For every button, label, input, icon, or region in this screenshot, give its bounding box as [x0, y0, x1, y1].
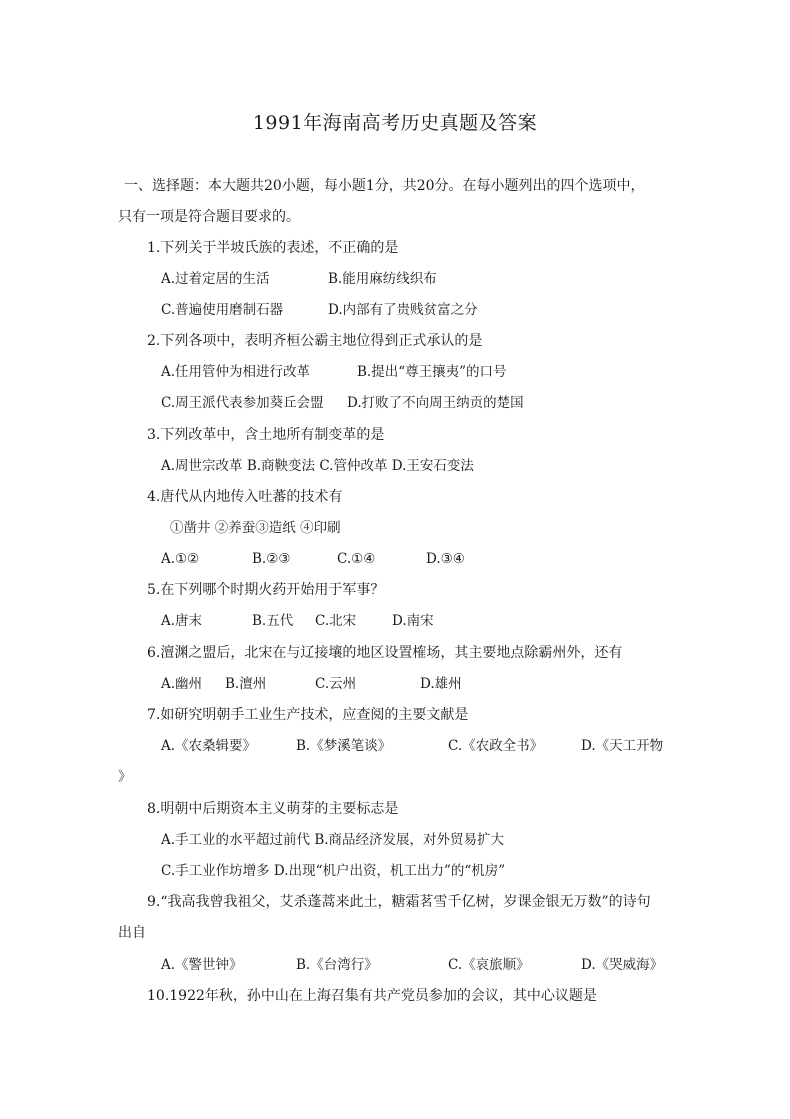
q2-option-b: B.提出“尊王攘夷”的口号	[357, 364, 507, 380]
q5-option-a: A.唐末	[161, 613, 203, 629]
question-6-stem: 6.澶渊之盟后，北宋在与辽接壤的地区设置榷场，其主要地点除霸州外，还有	[147, 645, 623, 661]
q2-option-c: C.周王派代表参加葵丘会盟	[161, 395, 324, 411]
q8-options-ab: A.手工业的水平超过前代 B.商品经济发展，对外贸易扩大	[161, 832, 505, 848]
q1-option-a: A.过着定居的生活	[161, 271, 270, 287]
question-7-stem: 7.如研究明朝手工业生产技术，应查阅的主要文献是	[147, 707, 469, 723]
question-5-stem: 5.在下列哪个时期火药开始用于军事？	[147, 582, 385, 598]
q8-options-cd: C.手工业作坊增多 D.出现“机户出资，机工出力”的“机房”	[161, 863, 506, 879]
question-9-stem-wrap: 出自	[118, 925, 146, 941]
q4-option-d: D.③④	[426, 551, 465, 567]
section-intro-cont: 只有一项是符合题目要求的。	[118, 209, 300, 225]
q2-option-d: D.打败了不向周王纳贡的楚国	[347, 395, 524, 411]
q1-option-d: D.内部有了贵贱贫富之分	[328, 302, 478, 318]
q9-option-b: B.《台湾行》	[296, 957, 378, 973]
q7-option-a: A.《农桑辑要》	[161, 738, 257, 754]
q5-option-b: B.五代	[252, 613, 294, 629]
q6-option-c: C.云州	[315, 676, 357, 692]
q6-option-b: B.澶州	[225, 676, 267, 692]
q4-option-c: C.①④	[337, 551, 376, 567]
q9-option-c: C.《哀旅顺》	[448, 957, 530, 973]
q6-option-a: A.幽州	[161, 676, 203, 692]
q9-option-a: A.《警世钟》	[161, 957, 243, 973]
q4-option-b: B.②③	[252, 551, 291, 567]
question-2-stem: 2.下列各项中，表明齐桓公霸主地位得到正式承认的是	[147, 333, 483, 349]
question-1-stem: 1.下列关于半坡氏族的表述，不正确的是	[147, 240, 399, 256]
q9-option-d: D.《哭威海》	[581, 957, 664, 973]
question-9-stem: 9.“我高我曾我祖父，艾杀蓬蒿来此土，糖霜茗雪千亿树，岁课金银无万数”的诗句	[147, 894, 651, 910]
q7-option-c: C.《农政全书》	[448, 738, 544, 754]
question-3-stem: 3.下列改革中，含土地所有制变革的是	[147, 427, 385, 443]
q1-option-b: B.能用麻纺线织布	[328, 271, 437, 287]
q7-option-b: B.《梦溪笔谈》	[296, 738, 392, 754]
question-8-stem: 8.明朝中后期资本主义萌芽的主要标志是	[147, 801, 399, 817]
q7-option-d: D.《天工开物	[581, 738, 664, 754]
page-title: 1991年海南高考历史真题及答案	[252, 112, 538, 134]
q3-options: A.周世宗改革 B.商鞅变法 C.管仲改革 D.王安石变法	[161, 458, 474, 474]
section-intro: 一、选择题：本大题共20小题，每小题1分，共20分。在每小题列出的四个选项中，	[124, 178, 645, 194]
question-4-stem: 4.唐代从内地传入吐蕃的技术有	[147, 489, 343, 505]
q6-option-d: D.雄州	[420, 676, 462, 692]
q5-option-c: C.北宋	[315, 613, 357, 629]
q2-option-a: A.任用管仲为相进行改革	[161, 364, 311, 380]
question-10-stem: 10.1922年秋，孙中山在上海召集有共产党员参加的会议，其中心议题是	[147, 988, 597, 1004]
q4-option-a: A.①②	[161, 551, 200, 567]
q1-option-c: C.普遍使用磨制石器	[161, 302, 284, 318]
q4-sub-items: ①凿井 ②养蚕③造纸 ④印刷	[170, 520, 341, 536]
q5-option-d: D.南宋	[392, 613, 434, 629]
q7-option-d-wrap: 》	[118, 769, 132, 785]
